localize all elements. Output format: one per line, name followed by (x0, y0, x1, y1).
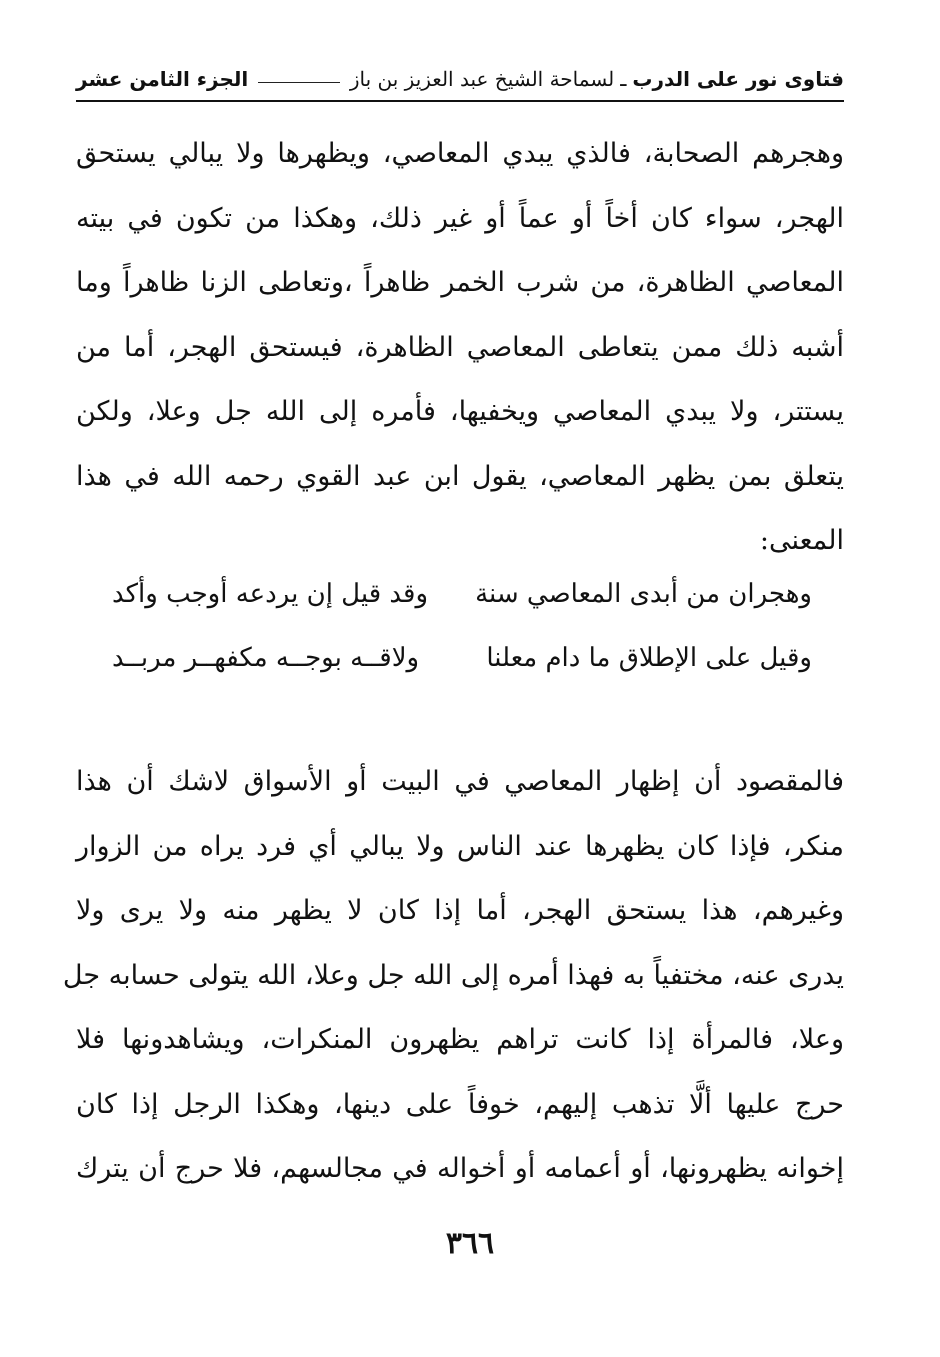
text-line: يستتر، ولا يبدي المعاصي ويخفيها، فأمره إلى الله جل وعلا، ولكن (76, 396, 844, 427)
verse-second-hemistich: ولاقــه بوجــه مكفهــر مربــد (112, 643, 420, 673)
text-line: الهجر، سواء كان أخاً أو عماً أو غير ذلك، وهكذا من تكون في بيته (76, 202, 844, 234)
text-line: منكر، فإذا كان يظهرها عند الناس ولا يبالي أي فرد يراه من الزوار (76, 830, 844, 862)
paragraph-1 (76, 122, 844, 574)
text-line: المعنى: (759, 525, 844, 556)
author-name: لسماحة الشيخ عبد العزيز بن باز (349, 67, 615, 91)
header-divider (76, 100, 844, 102)
text-line: أشبه ذلك ممن يتعاطى المعاصي الظاهرة، فيستحق الهجر، أما من (76, 331, 844, 363)
text-line: وغيرهم، هذا يستحق الهجر، أما إذا كان لا يظهر منه ولا يرى ولا (76, 895, 844, 926)
book-title: فتاوى نور على الدرب (632, 67, 844, 91)
text-line: حرج عليها ألَّا تذهب إليهم، خوفاً على دينها، وهكذا الرجل إذا كان (76, 1088, 844, 1120)
text-line: يدرى عنه، مختفياً به فهذا أمره إلى الله جل وعلا، الله يتولى حسابه جل (62, 959, 844, 991)
verse-second-hemistich: وقد قيل إن يردعه أوجب وأكد (112, 579, 429, 609)
poem-verse (112, 562, 812, 626)
volume-label: الجزء الثامن عشر (76, 67, 249, 91)
text-line: فالمقصود أن إظهار المعاصي في البيت أو الأسواق لاشك أن هذا (76, 766, 844, 797)
text-line: وهجرهم الصحابة، فالذي يبدي المعاصي، ويظهرها ولا يبالي يستحق (76, 138, 844, 169)
running-header (76, 62, 844, 96)
verse-first-hemistich: وقيل على الإطلاق ما دام معلنا (486, 643, 812, 673)
header-separator: ـ (620, 67, 627, 91)
paragraph-2 (62, 750, 844, 1202)
text-line: المعاصي الظاهرة، من شرب الخمر ظاهراً ،وتعاطى الزنا ظاهراً وما (76, 267, 844, 298)
text-line: يتعلق بمن يظهر المعاصي، يقول ابن عبد القوي رحمه الله في هذا (76, 460, 844, 492)
header-dash-rule (258, 82, 340, 83)
text-line: وعلا، فالمرأة إذا كانت تراهم يظهرون المنكرات، ويشاهدونها فلا (76, 1024, 844, 1055)
page-number: ٣٦٦ (445, 1226, 495, 1261)
poem-verse (112, 626, 812, 690)
poem (112, 562, 812, 690)
verse-first-hemistich: وهجران من أبدى المعاصي سنة (475, 579, 812, 609)
text-line: إخوانه يظهرونها، أو أعمامه أو أخواله في مجالسهم، فلا حرج أن يترك (76, 1153, 844, 1184)
